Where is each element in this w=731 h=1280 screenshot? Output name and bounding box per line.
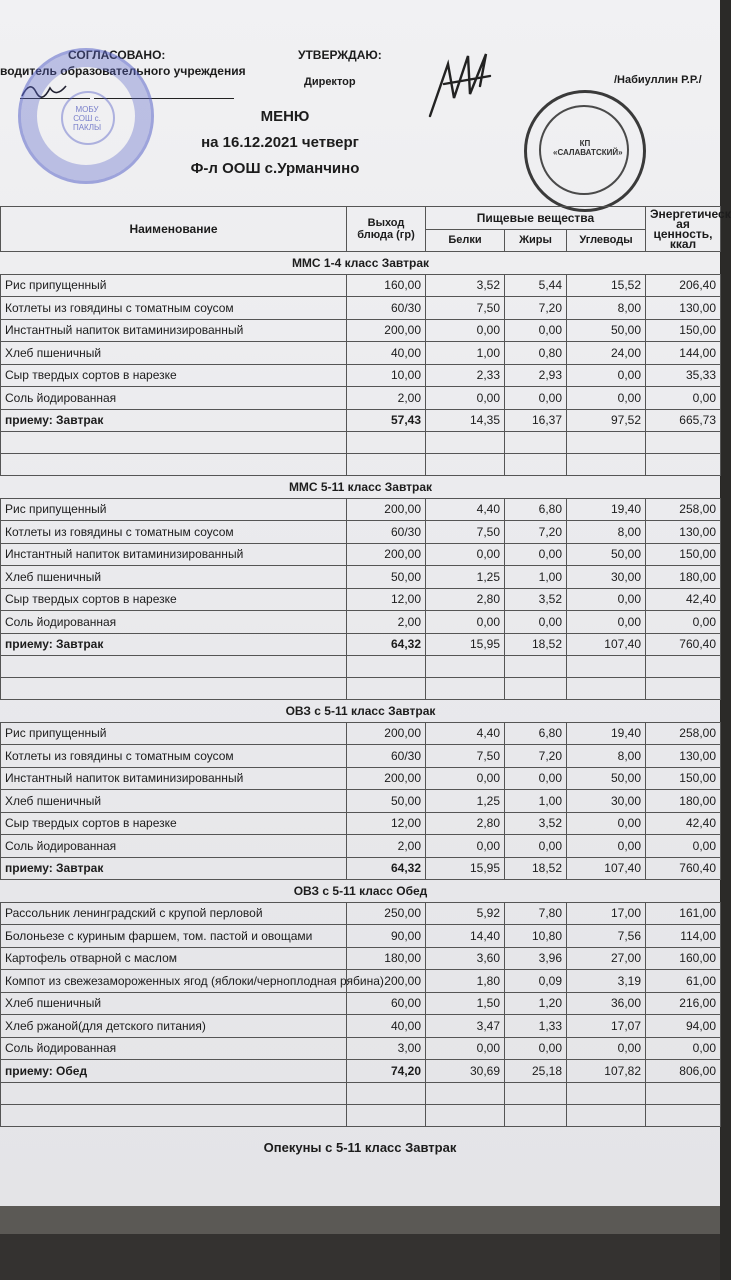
dish-name: Сыр твердых сортов в нарезке [1, 364, 347, 387]
total-label: приему: Завтрак [1, 633, 347, 656]
dish-name: Хлеб пшеничный [1, 566, 347, 589]
cell-p: 1,50 [426, 992, 505, 1015]
cell-c: 30,00 [567, 790, 646, 813]
cell-yield: 200,00 [347, 767, 426, 790]
cell-c: 0,00 [567, 835, 646, 858]
blank-row [1, 678, 721, 700]
cell-yield: 50,00 [347, 566, 426, 589]
cell-yield: 200,00 [347, 722, 426, 745]
total-row [1, 633, 721, 656]
director-name: /Набиуллин Р.Р./ [614, 74, 702, 86]
total-row [1, 1060, 721, 1083]
cell-p: 2,80 [426, 588, 505, 611]
table-row [1, 342, 721, 365]
cell-f: 7,80 [505, 902, 567, 925]
total-c: 97,52 [567, 409, 646, 432]
cell-c: 50,00 [567, 543, 646, 566]
cell-p: 3,52 [426, 274, 505, 297]
cell-f: 0,00 [505, 767, 567, 790]
cell-c: 0,00 [567, 588, 646, 611]
blank-row [1, 1082, 721, 1104]
cell-f: 0,00 [505, 319, 567, 342]
cell-f: 5,44 [505, 274, 567, 297]
total-yield: 57,43 [347, 409, 426, 432]
cell-e: 130,00 [646, 297, 721, 320]
cell-e: 160,00 [646, 947, 721, 970]
total-e: 806,00 [646, 1060, 721, 1083]
cell-p: 1,25 [426, 790, 505, 813]
cell-e: 61,00 [646, 970, 721, 993]
cell-yield: 40,00 [347, 342, 426, 365]
cell-f: 2,93 [505, 364, 567, 387]
table-row [1, 745, 721, 768]
cell-yield: 60,00 [347, 992, 426, 1015]
total-c: 107,40 [567, 633, 646, 656]
cell-yield: 50,00 [347, 790, 426, 813]
cell-yield: 12,00 [347, 812, 426, 835]
table-row [1, 297, 721, 320]
dish-name: Котлеты из говядины с томатным соусом [1, 297, 347, 320]
total-yield: 74,20 [347, 1060, 426, 1083]
cell-p: 4,40 [426, 498, 505, 521]
approve-role: Директор [304, 76, 356, 88]
total-p: 15,95 [426, 857, 505, 880]
total-e: 665,73 [646, 409, 721, 432]
cell-yield: 2,00 [347, 387, 426, 410]
table-row [1, 274, 721, 297]
dish-name: Соль йодированная [1, 387, 347, 410]
cell-f: 7,20 [505, 521, 567, 544]
footer-section-title: Опекуны с 5-11 класс Завтрак [263, 1140, 457, 1155]
cell-p: 0,00 [426, 319, 505, 342]
cell-p: 1,00 [426, 342, 505, 365]
cell-yield: 2,00 [347, 611, 426, 634]
cell-f: 1,33 [505, 1015, 567, 1038]
cell-p: 0,00 [426, 835, 505, 858]
dish-name: Сыр твердых сортов в нарезке [1, 812, 347, 835]
section-title: ОВЗ с 5-11 класс Завтрак [1, 700, 721, 723]
cell-c: 0,00 [567, 1037, 646, 1060]
table-row [1, 992, 721, 1015]
cell-f: 3,52 [505, 588, 567, 611]
cell-e: 206,40 [646, 274, 721, 297]
dish-name: Картофель отварной с маслом [1, 947, 347, 970]
cell-f: 0,00 [505, 543, 567, 566]
cell-yield: 200,00 [347, 970, 426, 993]
cell-e: 0,00 [646, 1037, 721, 1060]
cell-c: 8,00 [567, 297, 646, 320]
header-yield: Выход блюда (гр) [347, 207, 426, 252]
blank-row [1, 432, 721, 454]
cell-e: 150,00 [646, 319, 721, 342]
cell-f: 7,20 [505, 745, 567, 768]
approve-label: УТВЕРЖДАЮ: [298, 48, 382, 62]
stamp-right-icon: КП «САЛАВАТСКИЙ» [524, 90, 646, 212]
cell-p: 0,00 [426, 543, 505, 566]
total-e: 760,40 [646, 857, 721, 880]
cell-e: 216,00 [646, 992, 721, 1015]
table-row [1, 543, 721, 566]
table-row [1, 722, 721, 745]
cell-p: 5,92 [426, 902, 505, 925]
total-p: 15,95 [426, 633, 505, 656]
cell-f: 0,80 [505, 342, 567, 365]
cell-f: 0,09 [505, 970, 567, 993]
cell-p: 3,60 [426, 947, 505, 970]
cell-f: 0,00 [505, 611, 567, 634]
cell-e: 161,00 [646, 902, 721, 925]
blank-row [1, 454, 721, 476]
cell-e: 0,00 [646, 611, 721, 634]
cell-c: 24,00 [567, 342, 646, 365]
cell-c: 8,00 [567, 521, 646, 544]
dish-name: Хлеб пшеничный [1, 342, 347, 365]
cell-e: 150,00 [646, 767, 721, 790]
cell-e: 180,00 [646, 790, 721, 813]
table-row [1, 611, 721, 634]
cell-yield: 250,00 [347, 902, 426, 925]
table-row [1, 947, 721, 970]
total-f: 18,52 [505, 633, 567, 656]
dish-name: Рис припущенный [1, 722, 347, 745]
cell-c: 19,40 [567, 722, 646, 745]
table-row [1, 767, 721, 790]
dish-name: Инстантный напиток витаминизированный [1, 543, 347, 566]
section-header [1, 880, 721, 903]
cell-c: 15,52 [567, 274, 646, 297]
cell-yield: 90,00 [347, 925, 426, 948]
table-row [1, 387, 721, 410]
table-row [1, 1037, 721, 1060]
cell-e: 42,40 [646, 588, 721, 611]
header-nutrients: Пищевые вещества [426, 207, 646, 230]
blank-row [1, 1104, 721, 1126]
cell-f: 1,00 [505, 790, 567, 813]
cell-p: 7,50 [426, 745, 505, 768]
dish-name: Соль йодированная [1, 835, 347, 858]
dish-name: Сыр твердых сортов в нарезке [1, 588, 347, 611]
cell-p: 0,00 [426, 387, 505, 410]
agreed-role: водитель образовательного учреждения [0, 64, 246, 78]
cell-c: 30,00 [567, 566, 646, 589]
cell-f: 6,80 [505, 498, 567, 521]
cell-c: 17,00 [567, 902, 646, 925]
section-header [1, 252, 721, 275]
table-row [1, 521, 721, 544]
header-energy: Энергетическ ая ценность, ккал [646, 207, 721, 252]
total-row [1, 857, 721, 880]
menu-table [0, 206, 731, 1127]
cell-yield: 12,00 [347, 588, 426, 611]
table-row [1, 970, 721, 993]
dish-name: Соль йодированная [1, 611, 347, 634]
dish-name: Инстантный напиток витаминизированный [1, 319, 347, 342]
director-signature-icon [420, 36, 510, 126]
cell-yield: 60/30 [347, 745, 426, 768]
background-surface [0, 1206, 720, 1280]
cell-c: 27,00 [567, 947, 646, 970]
cell-yield: 200,00 [347, 498, 426, 521]
total-yield: 64,32 [347, 633, 426, 656]
cell-c: 8,00 [567, 745, 646, 768]
cell-f: 10,80 [505, 925, 567, 948]
dish-name: Котлеты из говядины с томатным соусом [1, 521, 347, 544]
table-row [1, 364, 721, 387]
cell-yield: 160,00 [347, 274, 426, 297]
cell-yield: 2,00 [347, 835, 426, 858]
table-row [1, 902, 721, 925]
cell-f: 0,00 [505, 1037, 567, 1060]
header-carbs: Углеводы [567, 229, 646, 252]
dish-name: Рис припущенный [1, 274, 347, 297]
dish-name: Хлеб пшеничный [1, 790, 347, 813]
dish-name: Котлеты из говядины с томатным соусом [1, 745, 347, 768]
total-f: 18,52 [505, 857, 567, 880]
cell-e: 0,00 [646, 387, 721, 410]
cell-c: 36,00 [567, 992, 646, 1015]
dish-name: Инстантный напиток витаминизированный [1, 767, 347, 790]
cell-p: 1,25 [426, 566, 505, 589]
cell-yield: 180,00 [347, 947, 426, 970]
cell-e: 94,00 [646, 1015, 721, 1038]
section-title: ММС 1-4 класс Завтрак [1, 252, 721, 275]
cell-e: 42,40 [646, 812, 721, 835]
stamp-left-icon: МОБУ СОШ с. ПАКЛЫ [18, 48, 154, 184]
total-yield: 64,32 [347, 857, 426, 880]
total-f: 16,37 [505, 409, 567, 432]
table-row [1, 566, 721, 589]
total-label: приему: Завтрак [1, 857, 347, 880]
cell-p: 14,40 [426, 925, 505, 948]
cell-p: 3,47 [426, 1015, 505, 1038]
total-p: 30,69 [426, 1060, 505, 1083]
cell-e: 35,33 [646, 364, 721, 387]
cell-yield: 200,00 [347, 319, 426, 342]
total-label: приему: Завтрак [1, 409, 347, 432]
total-row [1, 409, 721, 432]
cell-c: 19,40 [567, 498, 646, 521]
cell-c: 50,00 [567, 767, 646, 790]
cell-p: 0,00 [426, 767, 505, 790]
cell-p: 7,50 [426, 297, 505, 320]
total-label: приему: Обед [1, 1060, 347, 1083]
cell-f: 3,52 [505, 812, 567, 835]
cell-yield: 40,00 [347, 1015, 426, 1038]
cell-p: 2,80 [426, 812, 505, 835]
cell-f: 1,20 [505, 992, 567, 1015]
cell-yield: 60/30 [347, 297, 426, 320]
dish-name: Хлеб пшеничный [1, 992, 347, 1015]
menu-date: на 16.12.2021 четверг [201, 134, 359, 151]
cell-e: 150,00 [646, 543, 721, 566]
section-header [1, 476, 721, 499]
cell-e: 130,00 [646, 521, 721, 544]
cell-e: 258,00 [646, 722, 721, 745]
dish-name: Хлеб ржаной(для детского питания) [1, 1015, 347, 1038]
header-fat: Жиры [505, 229, 567, 252]
dish-name: Компот из свежезамороженных ягод (яблоки/черноплодная рябина) [1, 970, 347, 993]
cell-p: 1,80 [426, 970, 505, 993]
cell-yield: 10,00 [347, 364, 426, 387]
section-title: ОВЗ с 5-11 класс Обед [1, 880, 721, 903]
header-protein: Белки [426, 229, 505, 252]
cell-f: 7,20 [505, 297, 567, 320]
total-p: 14,35 [426, 409, 505, 432]
cell-e: 144,00 [646, 342, 721, 365]
cell-c: 0,00 [567, 812, 646, 835]
menu-title: МЕНЮ [260, 108, 310, 125]
table-row [1, 319, 721, 342]
cell-yield: 3,00 [347, 1037, 426, 1060]
cell-e: 258,00 [646, 498, 721, 521]
cell-f: 6,80 [505, 722, 567, 745]
table-row [1, 835, 721, 858]
cell-e: 130,00 [646, 745, 721, 768]
total-c: 107,40 [567, 857, 646, 880]
section-title: ММС 5-11 класс Завтрак [1, 476, 721, 499]
cell-yield: 60/30 [347, 521, 426, 544]
cell-f: 3,96 [505, 947, 567, 970]
header-name: Наименование [1, 207, 347, 252]
cell-e: 114,00 [646, 925, 721, 948]
total-f: 25,18 [505, 1060, 567, 1083]
cell-e: 0,00 [646, 835, 721, 858]
dish-name: Рассольник ленинградский с крупой перловой [1, 902, 347, 925]
cell-e: 180,00 [646, 566, 721, 589]
total-c: 107,82 [567, 1060, 646, 1083]
cell-c: 0,00 [567, 364, 646, 387]
table-row [1, 812, 721, 835]
cell-c: 3,19 [567, 970, 646, 993]
cell-p: 7,50 [426, 521, 505, 544]
cell-c: 50,00 [567, 319, 646, 342]
total-e: 760,40 [646, 633, 721, 656]
table-row [1, 498, 721, 521]
cell-p: 0,00 [426, 1037, 505, 1060]
cell-p: 0,00 [426, 611, 505, 634]
dish-name: Болоньезе с куриным фаршем, том. пастой и овощами [1, 925, 347, 948]
cell-c: 17,07 [567, 1015, 646, 1038]
cell-c: 7,56 [567, 925, 646, 948]
cell-f: 0,00 [505, 835, 567, 858]
table-row [1, 588, 721, 611]
agreed-label: СОГЛАСОВАНО: [68, 48, 166, 62]
dish-name: Соль йодированная [1, 1037, 347, 1060]
cell-c: 0,00 [567, 611, 646, 634]
cell-p: 2,33 [426, 364, 505, 387]
dish-name: Рис припущенный [1, 498, 347, 521]
blank-row [1, 656, 721, 678]
table-row [1, 925, 721, 948]
table-row [1, 1015, 721, 1038]
cell-f: 1,00 [505, 566, 567, 589]
school-name: Ф-л ООШ с.Урманчино [190, 160, 360, 177]
table-row [1, 790, 721, 813]
cell-c: 0,00 [567, 387, 646, 410]
cell-p: 4,40 [426, 722, 505, 745]
cell-f: 0,00 [505, 387, 567, 410]
section-header [1, 700, 721, 723]
cell-yield: 200,00 [347, 543, 426, 566]
